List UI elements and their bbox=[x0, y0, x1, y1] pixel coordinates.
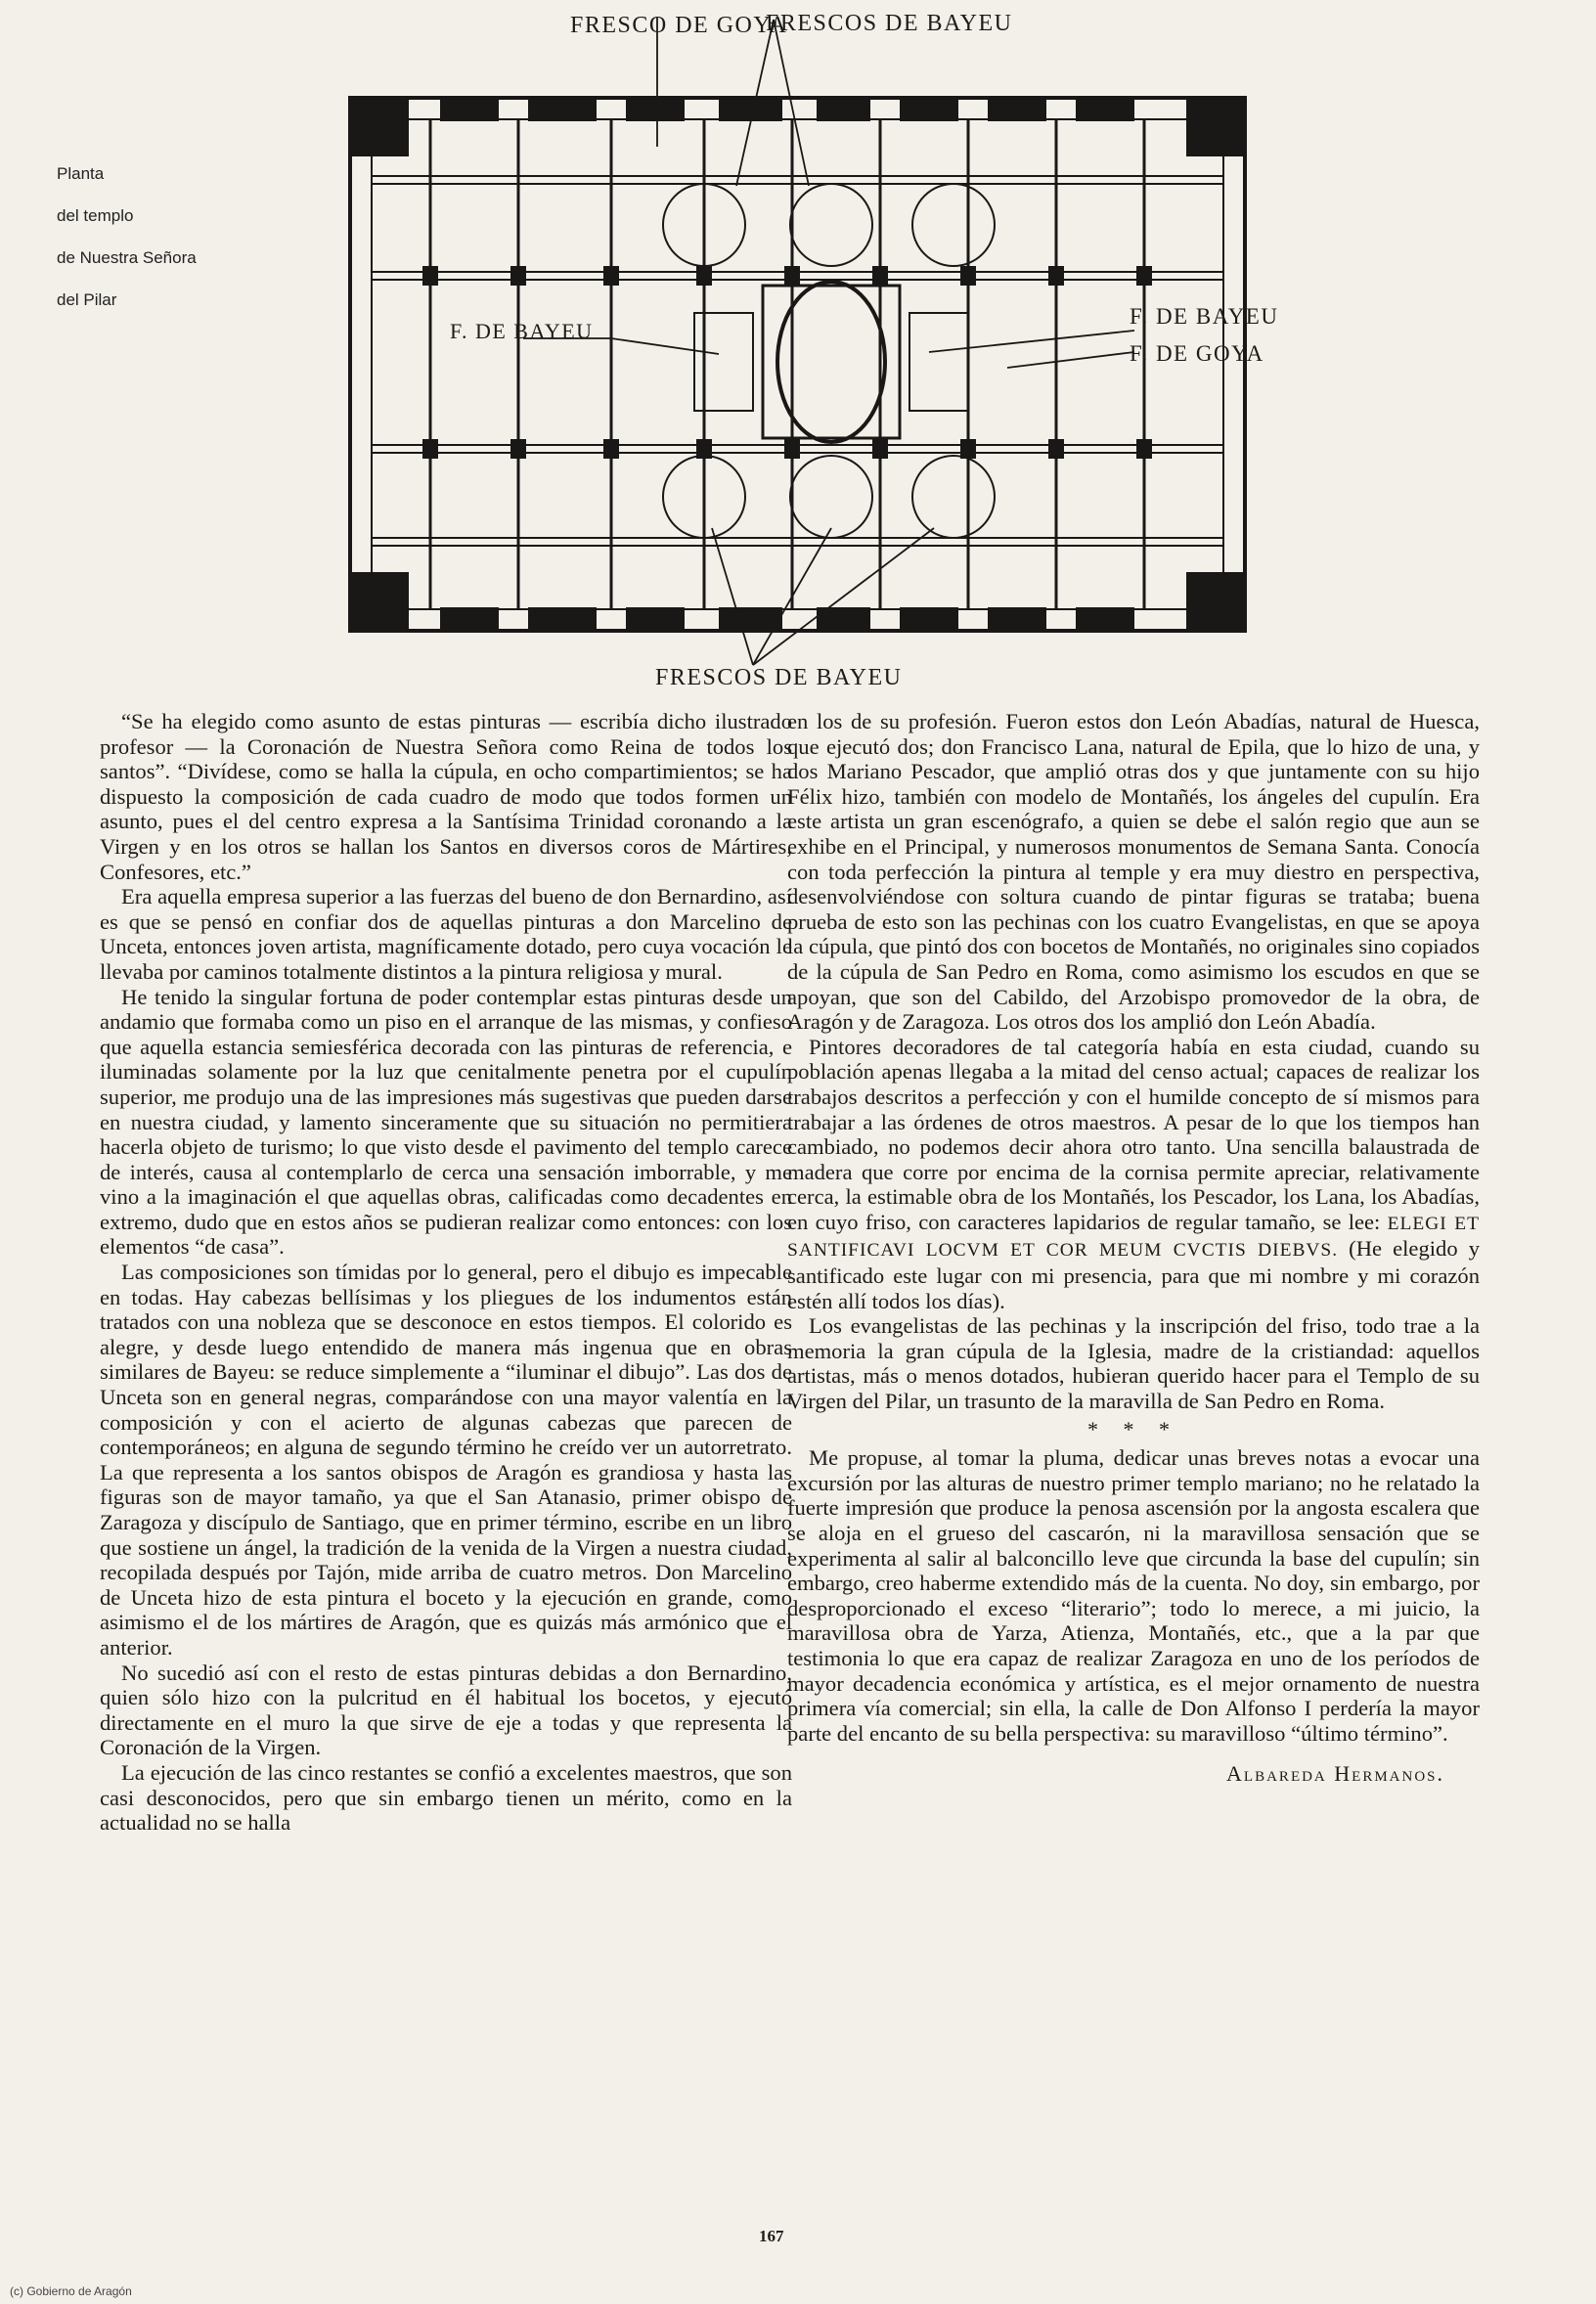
paragraph: “Se ha elegido como asunto de estas pinturas — escribía dicho ilustrado profesor — la Coronación de Nuestra Señora como Reina de todos los santos”. “Divídese, como se halla la cúpula, en ocho compartimientos; se ha dispuesto la composición de cada cuadro de modo que todos formen un asunto, pues el del centro expresa a la Santísima Trinidad coronando a la Virgen y en los otros se hallan los Santos en diversos coros de Mártires, Confesores, etc.” bbox=[100, 709, 792, 884]
plan-outer-wall bbox=[350, 98, 1245, 631]
text-column-left bbox=[100, 709, 792, 1836]
copyright-credit: (c) Gobierno de Aragón bbox=[10, 2284, 132, 2298]
plan-label-bayeu-bottom: FRESCOS DE BAYEU bbox=[655, 665, 903, 690]
paragraph: Me propuse, al tomar la pluma, dedicar unas breves notas a evocar una excursión por las alturas de nuestro primer templo mariano; no he relatado la fuerte impresión que produce la penosa ascensión por la angosta escalera que se aloja en el grueso del cascarón, ni la maravillosa sensación que se experimenta al salir al balconcillo leve que circunda la base del cupulín; sin embargo, creo haberme extendido más de la cuenta. No doy, sin embargo, por desproporcionado el exceso “literario”; todo lo merece, a mi juicio, la maravillosa obra de Yarza, Atienza, Montañés, etc., que a la par que testimonia lo que era capaz de realizar Zaragoza en uno de los períodos de mayor decadencia económica y artística, es el mejor ornamento de nuestra primera vía comercial; sin ella, la calle de Don Alfonso I perdería la mayor parte del encanto de su bella perspectiva: su maravilloso “último término”. bbox=[787, 1445, 1480, 1746]
plan-wall-masses bbox=[352, 100, 1243, 629]
plan-inner-wall bbox=[372, 119, 1223, 609]
paragraph bbox=[787, 1035, 1480, 1314]
section-separator: * * * bbox=[1087, 1416, 1179, 1441]
caption-line: del templo bbox=[57, 206, 134, 225]
plan-domes bbox=[663, 184, 995, 538]
plan-label-bayeu-top: FRESCOS DE BAYEU bbox=[766, 11, 1013, 36]
author-signature: Albareda Hermanos. bbox=[1226, 1761, 1444, 1787]
figure-caption bbox=[57, 153, 252, 321]
caption-line: de Nuestra Señora bbox=[57, 248, 197, 267]
paragraph: Los evangelistas de las pechinas y la inscripción del friso, todo trae a la memoria la gran cúpula de la Iglesia, madre de la cristiandad: aquellos artistas, más o menos dotados, hubieran querido hacer para el Templo de su Virgen del Pilar, un trasunto de la maravilla de San Pedro en Roma. bbox=[787, 1313, 1480, 1414]
paragraph-text: Pintores decoradores de tal categoría había en esta ciudad, cuando su población apenas llegaba a la mitad del censo actual; capaces de realizar los trabajos descritos a perfección y con el humilde concepto de sí mismos para trabajar a las órdenes de otros maestros. A pesar de lo que los tiempos han cambiado, no podemos decir ahora otro tanto. Una sencilla balaustrada de madera que corre por encima de la cornisa permite apreciar, relativamente cerca, la estimable obra de los Montañés, los Pescador, los Lana, los Abadías, en cuyo friso, con caracteres lapidarios de regular tamaño, se lee: bbox=[787, 1034, 1480, 1234]
paragraph: Las composiciones son tímidas por lo general, pero el dibujo es impecable en todas. Hay cabezas bellísimas y los pliegues de los indumentos están tratados con una nobleza que se desconoce en estos tiempos. El colorido es alegre, y desde luego entendido de manera más ingenua que en obras similares de Bayeu: se reduce simplemente a “iluminar el dibujo”. Las dos de Unceta son en general negras, comparándose con una mayor valentía en la composición y con el acierto de algunas cabezas que parecen de contemporáneos; en alguna de segundo término he creído ver un autorretrato. La que representa a los santos obispos de Aragón es grandiosa y hasta las figuras son de mayor tamaño, ya que el San Atanasio, primer obispo de Zaragoza y discípulo de Santiago, que en primer término, escribe en un libro que sostiene un ángel, la tradición de la venida de la Virgen a nuestra ciudad, recopilada después por Tajón, mide arriba de cuatro metros. Don Marcelino de Unceta hizo de esta pintura el boceto y la ejecución en grande, como asimismo el de los mártires de Aragón, que es quizás más armónico que el anterior. bbox=[100, 1260, 792, 1660]
plan-label-goya-top: FRESCO DE GOYA bbox=[570, 13, 788, 38]
plan-label-bayeu-right: F. DE BAYEU bbox=[1130, 304, 1279, 329]
paragraph-text: (He elegido y santificado este lugar con mi presencia, para que mi nombre y mi corazón estén allí todos los días). bbox=[787, 1236, 1480, 1313]
caption-line: del Pilar bbox=[57, 290, 117, 309]
latin-inscription: ELEGI ET SANTIFICAVI LOCVM ET COR MEUM CVCTIS DIEBVS. bbox=[787, 1213, 1481, 1262]
floor-plan bbox=[332, 0, 1594, 699]
paragraph: He tenido la singular fortuna de poder contemplar estas pinturas desde un andamio que formaba como un piso en el arranque de las mismas, y confieso que aquella estancia semiesférica decorada con las pinturas de referencia, e iluminadas solamente por la luz que cenitalmente penetra por el cupulín superior, me produjo una de las impresiones más sugestivas que pueden darse en nuestra ciudad, y lamento sinceramente que su situación no permitiera hacerla objeto de turismo; lo que visto desde el pavimento del templo carece de interés, causa al contemplarlo de cerca una sensación imborrable, y me vino a la imaginación el que aquellas obras, calificadas como decadentes en extremo, dudo que en estos años se pudieran realizar como entonces: con los elementos “de casa”. bbox=[100, 984, 792, 1260]
plan-label-goya-right: F. DE GOYA bbox=[1130, 341, 1264, 366]
plan-right-chapel bbox=[909, 313, 968, 411]
text-column-right bbox=[787, 709, 1480, 1787]
caption-line: Planta bbox=[57, 164, 105, 183]
plan-aisle-lines bbox=[372, 176, 1223, 546]
paragraph: en los de su profesión. Fueron estos don León Abadías, natural de Huesca, que ejecutó dos; don Francisco Lana, natural de Epila, que lo hizo de una, y dos Mariano Pescador, que amplió otras dos y que juntamente con su hijo Félix hizo, también con modelo de Montañés, los ángeles del cupulín. Era este artista un gran escenógrafo, a quien se debe el salón regio que aun se exhibe en el Principal, y numerosos monumentos de Semana Santa. Conocía con toda perfección la pintura al temple y era muy diestro en perspectiva, desenvolviéndose con soltura cuando de pintar figuras se trataba; buena prueba de esto son las pechinas con los cuatro Evangelistas, en que se apoya la cúpula, que pintó dos con bocetos de Montañés, no originales sino copiados de la cúpula de San Pedro en Roma, como asimismo los escudos en que se apoyan, que son del Cabildo, del Arzobispo promovedor de la obra, de Aragón y de Zaragoza. Los otros dos los amplió don León Abadía. bbox=[787, 709, 1480, 1035]
paragraph: Era aquella empresa superior a las fuerzas del bueno de don Bernardino, así es que se pensó en confiar dos de aquellas pinturas a don Marcelino de Unceta, entonces joven artista, magníficamente dotado, pero cuya vocación le llevaba por caminos totalmente distintos a la pintura religiosa y mural. bbox=[100, 884, 792, 984]
plan-pillars bbox=[422, 266, 1152, 459]
paragraph: La ejecución de las cinco restantes se confió a excelentes maestros, que son casi desconocidos, pero que sin embargo tienen un mérito, como en la actualidad no se halla bbox=[100, 1759, 792, 1836]
paragraph: No sucedió así con el resto de estas pinturas debidas a don Bernardino, quien sólo hizo con la pulcritud en él habitual los bocetos, y ejecutó directamente en el muro la que sirve de eje a todas y que representa la Coronación de la Virgen. bbox=[100, 1660, 792, 1760]
plan-label-bayeu-center: F. DE BAYEU bbox=[450, 319, 594, 343]
page-number: 167 bbox=[759, 2227, 784, 2245]
